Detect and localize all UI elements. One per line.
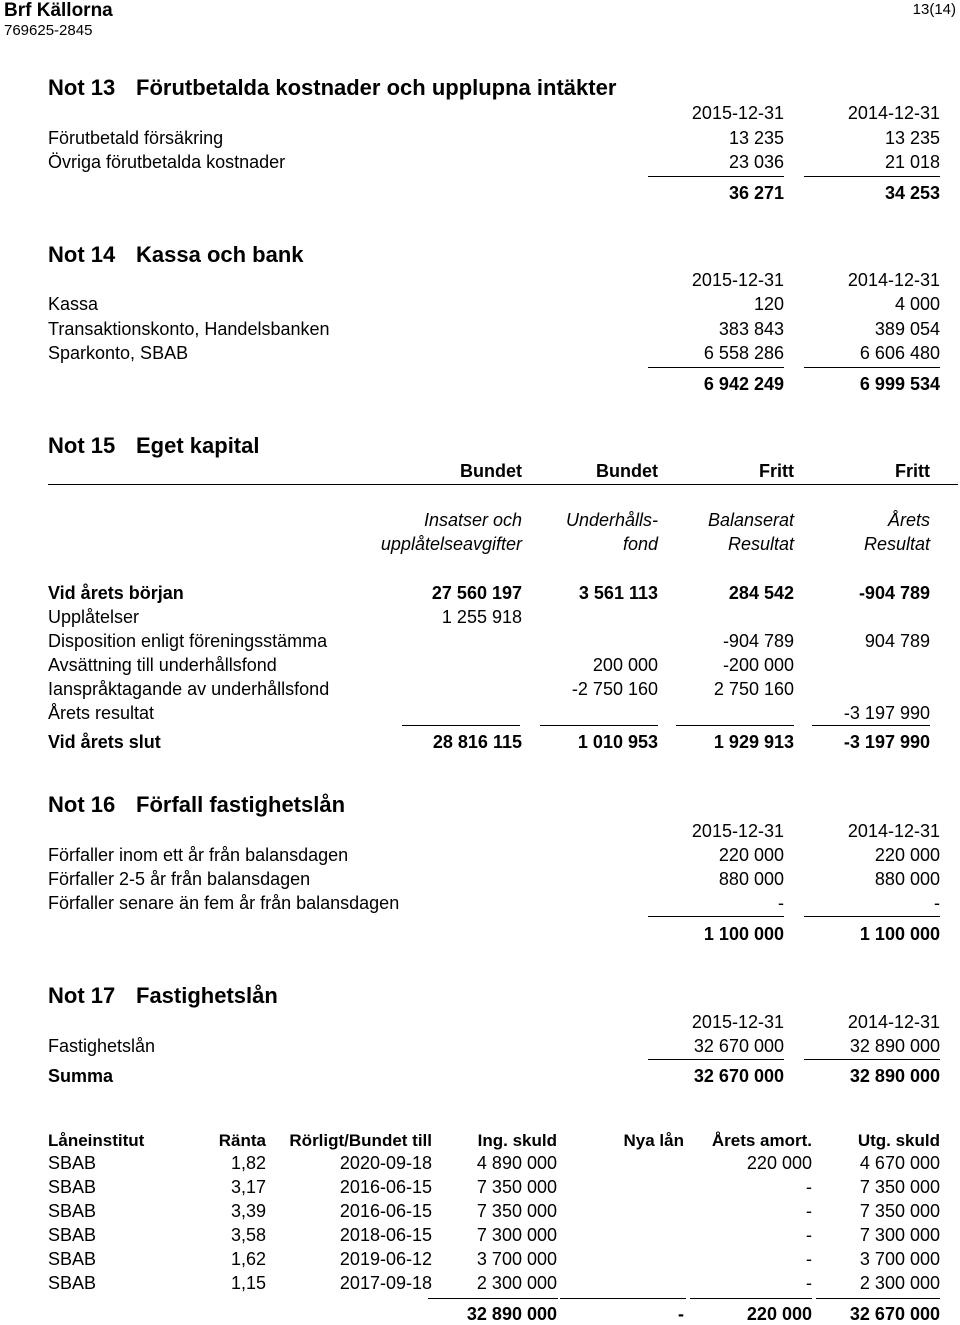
equity-col-name: Resultat bbox=[727, 534, 794, 554]
equity-end-value: 28 816 115 bbox=[432, 732, 522, 752]
loan-col-header: Nya lån bbox=[623, 1131, 684, 1150]
equity-start-value: 3 561 113 bbox=[578, 583, 658, 603]
loan-cell: 1,62 bbox=[230, 1249, 266, 1269]
loan-col-header: Rörligt/Bundet till bbox=[289, 1131, 432, 1150]
equity-row-value: 904 789 bbox=[864, 631, 930, 651]
note13-row-value: 21 018 bbox=[884, 152, 940, 172]
loan-total: 220 000 bbox=[746, 1304, 812, 1324]
equity-row-value: -904 789 bbox=[722, 631, 794, 651]
note17-sum-rule bbox=[648, 1059, 784, 1060]
loan-cell: SBAB bbox=[48, 1273, 97, 1293]
loan-cell: 2016-06-15 bbox=[339, 1177, 432, 1197]
note16-row-value: - bbox=[934, 893, 940, 913]
note16-row-label: Förfaller senare än fem år från balansdagen bbox=[48, 893, 400, 913]
equity-row-label: Årets resultat bbox=[48, 703, 155, 723]
note16-row-value: 220 000 bbox=[874, 845, 940, 865]
note16-title: Förfall fastighetslån bbox=[136, 792, 346, 817]
equity-col-type: Fritt bbox=[759, 461, 794, 481]
equity-row-value: 1 255 918 bbox=[441, 607, 522, 627]
note17-col1-header: 2015-12-31 bbox=[691, 1012, 784, 1032]
equity-row-value: -2 750 160 bbox=[571, 679, 658, 699]
loan-col-header: Ränta bbox=[218, 1131, 266, 1150]
equity-end-value: -3 197 990 bbox=[843, 732, 930, 752]
loan-cell: 4 670 000 bbox=[859, 1153, 940, 1173]
loan-cell: - bbox=[806, 1225, 812, 1245]
loan-cell: - bbox=[806, 1177, 812, 1197]
note14-row-value: 389 054 bbox=[874, 319, 940, 339]
note17-number: Not 17 bbox=[48, 983, 116, 1008]
loan-cell: - bbox=[806, 1273, 812, 1293]
equity-sum-rule bbox=[402, 725, 520, 726]
note13-row-value: 13 235 bbox=[884, 128, 940, 148]
equity-row-value: 200 000 bbox=[592, 655, 658, 675]
loan-cell: - bbox=[806, 1201, 812, 1221]
loan-cell: - bbox=[806, 1249, 812, 1269]
loan-total: 32 670 000 bbox=[849, 1304, 940, 1324]
note13-total: 34 253 bbox=[884, 183, 940, 203]
equity-row-label: Upplåtelser bbox=[48, 607, 140, 627]
note16-row-label: Förfaller 2-5 år från balansdagen bbox=[48, 869, 311, 889]
note17-row-label: Fastighetslån bbox=[48, 1036, 156, 1056]
loan-cell: 2 300 000 bbox=[476, 1273, 557, 1293]
loan-cell: 3 700 000 bbox=[476, 1249, 557, 1269]
equity-row-label: Disposition enligt föreningsstämma bbox=[48, 631, 328, 651]
note16-col1-header: 2015-12-31 bbox=[691, 821, 784, 841]
note17-sum-value: 32 890 000 bbox=[849, 1066, 940, 1086]
note16-row-value: 220 000 bbox=[718, 845, 784, 865]
loan-cell: 4 890 000 bbox=[476, 1153, 557, 1173]
note17-title: Fastighetslån bbox=[136, 983, 278, 1008]
loan-sum-rule bbox=[816, 1298, 940, 1299]
note13-row-label: Övriga förutbetalda kostnader bbox=[48, 152, 286, 172]
loan-cell: 7 300 000 bbox=[476, 1225, 557, 1245]
page-number: 13(14) bbox=[912, 1, 956, 18]
loan-col-header: Ing. skuld bbox=[477, 1131, 557, 1150]
loan-cell: 1,15 bbox=[230, 1273, 266, 1293]
equity-col-type: Fritt bbox=[895, 461, 930, 481]
note16-sum-rule bbox=[804, 916, 940, 917]
equity-col-name: Balanserat bbox=[707, 510, 794, 530]
loan-cell: 220 000 bbox=[746, 1153, 812, 1173]
note16-row-value: 880 000 bbox=[874, 869, 940, 889]
equity-start-value: 284 542 bbox=[728, 583, 794, 603]
loan-total: 32 890 000 bbox=[466, 1304, 557, 1324]
note14-title: Kassa och bank bbox=[136, 242, 304, 267]
loan-cell: 2016-06-15 bbox=[339, 1201, 432, 1221]
loan-cell: 7 350 000 bbox=[476, 1177, 557, 1197]
loan-sum-rule bbox=[428, 1298, 558, 1299]
note14-sum-rule bbox=[648, 367, 784, 368]
loan-col-header: Årets amort. bbox=[711, 1131, 812, 1150]
note14-row-label: Sparkonto, SBAB bbox=[48, 343, 189, 363]
note14-row-value: 120 bbox=[753, 294, 784, 314]
equity-col-name: Årets bbox=[887, 510, 930, 530]
loan-cell: 3 700 000 bbox=[859, 1249, 940, 1269]
equity-start-label: Vid årets början bbox=[48, 583, 184, 603]
equity-row-label: Ianspråktagande av underhållsfond bbox=[48, 679, 330, 699]
loan-cell: 7 300 000 bbox=[859, 1225, 940, 1245]
note15-title: Eget kapital bbox=[136, 433, 260, 458]
loan-cell: 1,82 bbox=[230, 1153, 266, 1173]
note16-col2-header: 2014-12-31 bbox=[847, 821, 940, 841]
equity-col-type: Bundet bbox=[460, 461, 522, 481]
equity-header-rule bbox=[48, 484, 958, 485]
equity-row-label: Avsättning till underhållsfond bbox=[48, 655, 277, 675]
note17-row-value: 32 670 000 bbox=[693, 1036, 784, 1056]
note16-number: Not 16 bbox=[48, 792, 116, 817]
note13-total: 36 271 bbox=[728, 183, 784, 203]
note13-sum-rule bbox=[648, 176, 784, 177]
equity-sum-rule bbox=[812, 725, 930, 726]
equity-row-value: -200 000 bbox=[722, 655, 794, 675]
note13-col2-header: 2014-12-31 bbox=[847, 103, 940, 123]
note14-row-value: 4 000 bbox=[894, 294, 940, 314]
equity-end-value: 1 010 953 bbox=[577, 732, 658, 752]
loan-cell: 7 350 000 bbox=[859, 1177, 940, 1197]
loan-cell: SBAB bbox=[48, 1153, 97, 1173]
equity-col-name: Resultat bbox=[863, 534, 930, 554]
note17-row-value: 32 890 000 bbox=[849, 1036, 940, 1056]
note13-row-label: Förutbetald försäkring bbox=[48, 128, 224, 148]
note13-title: Förutbetalda kostnader och upplupna intäkter bbox=[136, 75, 617, 100]
note17-sum-value: 32 670 000 bbox=[693, 1066, 784, 1086]
note16-total: 1 100 000 bbox=[859, 924, 940, 944]
equity-col-name: Insatser och bbox=[423, 510, 522, 530]
note14-col2-header: 2014-12-31 bbox=[847, 270, 940, 290]
equity-end-label: Vid årets slut bbox=[48, 732, 161, 752]
org-number: 769625-2845 bbox=[4, 22, 93, 39]
note16-row-label: Förfaller inom ett år från balansdagen bbox=[48, 845, 349, 865]
equity-start-value: -904 789 bbox=[858, 583, 930, 603]
loan-cell: SBAB bbox=[48, 1249, 97, 1269]
note14-number: Not 14 bbox=[48, 242, 116, 267]
loan-col-header: Utg. skuld bbox=[857, 1131, 940, 1150]
note13-number: Not 13 bbox=[48, 75, 116, 100]
equity-sum-rule bbox=[676, 725, 794, 726]
loan-cell: 2019-06-12 bbox=[339, 1249, 432, 1269]
equity-sum-rule bbox=[540, 725, 658, 726]
loan-sum-rule bbox=[690, 1298, 812, 1299]
loan-cell: 7 350 000 bbox=[476, 1201, 557, 1221]
note15-number: Not 15 bbox=[48, 433, 116, 458]
note14-row-value: 6 606 480 bbox=[859, 343, 940, 363]
loan-cell: SBAB bbox=[48, 1225, 97, 1245]
note14-row-label: Transaktionskonto, Handelsbanken bbox=[48, 319, 330, 339]
loan-cell: 2017-09-18 bbox=[339, 1273, 432, 1293]
note13-sum-rule bbox=[804, 176, 940, 177]
note17-col2-header: 2014-12-31 bbox=[847, 1012, 940, 1032]
loan-total: - bbox=[678, 1304, 684, 1324]
equity-col-name: upplåtelseavgifter bbox=[380, 534, 522, 554]
note17-sum-rule bbox=[804, 1059, 940, 1060]
note13-col1-header: 2015-12-31 bbox=[691, 103, 784, 123]
note17-sum-label: Summa bbox=[48, 1066, 114, 1086]
note16-row-value: - bbox=[778, 893, 784, 913]
equity-col-type: Bundet bbox=[596, 461, 658, 481]
loan-cell: 3,58 bbox=[230, 1225, 266, 1245]
note14-total: 6 942 249 bbox=[703, 374, 784, 394]
note13-row-value: 13 235 bbox=[728, 128, 784, 148]
loan-col-header: Låneinstitut bbox=[48, 1131, 145, 1150]
loan-sum-rule bbox=[560, 1298, 686, 1299]
loan-cell: 3,39 bbox=[230, 1201, 266, 1221]
note16-total: 1 100 000 bbox=[703, 924, 784, 944]
org-name: Brf Källorna bbox=[4, 0, 113, 21]
equity-row-value: 2 750 160 bbox=[713, 679, 794, 699]
loan-cell: 2 300 000 bbox=[859, 1273, 940, 1293]
equity-row-value: -3 197 990 bbox=[843, 703, 930, 723]
note16-row-value: 880 000 bbox=[718, 869, 784, 889]
loan-cell: 2020-09-18 bbox=[339, 1153, 432, 1173]
loan-cell: SBAB bbox=[48, 1201, 97, 1221]
loan-cell: 7 350 000 bbox=[859, 1201, 940, 1221]
note14-row-value: 6 558 286 bbox=[703, 343, 784, 363]
note14-total: 6 999 534 bbox=[859, 374, 940, 394]
loan-cell: 2018-06-15 bbox=[339, 1225, 432, 1245]
note13-row-value: 23 036 bbox=[728, 152, 784, 172]
note16-sum-rule bbox=[648, 916, 784, 917]
note14-row-label: Kassa bbox=[48, 294, 99, 314]
loan-cell: SBAB bbox=[48, 1177, 97, 1197]
note14-sum-rule bbox=[804, 367, 940, 368]
equity-start-value: 27 560 197 bbox=[431, 583, 522, 603]
equity-col-name: fond bbox=[622, 534, 658, 554]
equity-end-value: 1 929 913 bbox=[713, 732, 794, 752]
loan-cell: 3,17 bbox=[230, 1177, 266, 1197]
note14-col1-header: 2015-12-31 bbox=[691, 270, 784, 290]
note14-row-value: 383 843 bbox=[718, 319, 784, 339]
equity-col-name: Underhålls- bbox=[565, 510, 658, 530]
